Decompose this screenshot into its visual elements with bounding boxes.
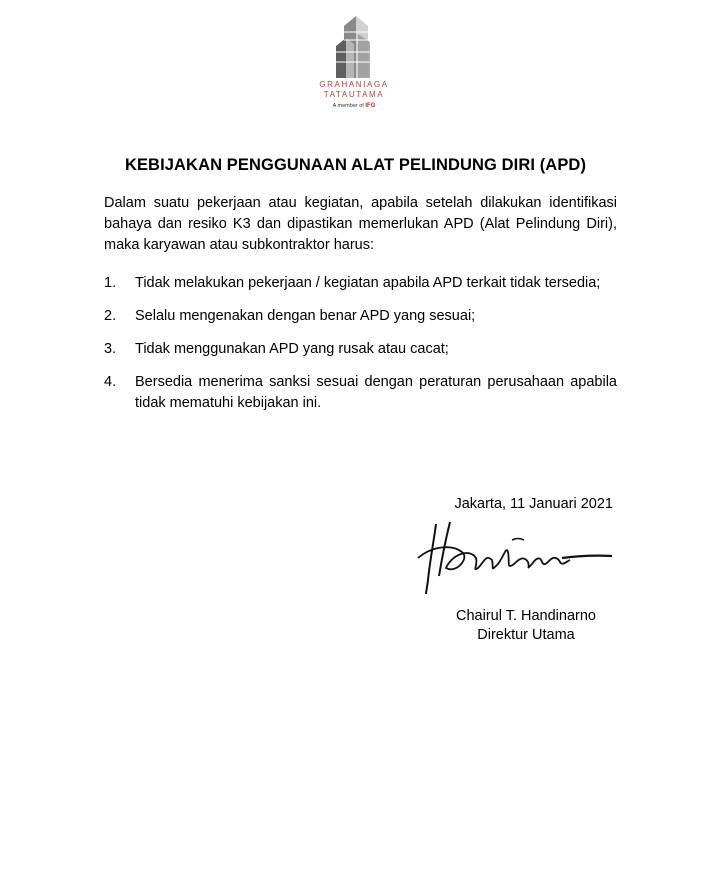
list-item xyxy=(104,306,617,327)
list-item-number: 1. xyxy=(104,275,117,291)
logo-wordmark-line1: GRAHANIAGA xyxy=(319,80,389,89)
list-item-text: Selalu mengenakan dengan benar APD yang sesuai; xyxy=(135,308,476,324)
member-brand: IFG xyxy=(365,103,376,109)
list-item-text: Bersedia menerima sanksi sesuai dengan peraturan perusahaan apabila tidak mematuhi kebijakan ini. xyxy=(135,374,617,411)
company-logo xyxy=(318,12,390,132)
list-item-text: Tidak menggunakan APD yang rusak atau cacat; xyxy=(135,341,449,357)
building-logo-icon xyxy=(332,12,376,80)
document-title: KEBIJAKAN PENGGUNAAN ALAT PELINDUNG DIRI (APD) xyxy=(124,156,587,174)
logo-wordmark-line2: TATAUTAMA xyxy=(323,90,385,99)
intro-paragraph: Dalam suatu pekerjaan atau kegiatan, apabila setelah dilakukan identifikasi bahaya dan resiko K3 dan dipastikan memerlukan APD (Alat Pelindung Diri), maka karyawan atau subkontraktor harus: xyxy=(104,195,617,253)
list-item-number: 4. xyxy=(104,374,117,390)
member-prefix: A member of xyxy=(332,103,364,109)
signer-block xyxy=(420,607,632,645)
list-item-number: 3. xyxy=(104,341,117,357)
signer-name: Chairul T. Handinarno xyxy=(456,608,596,624)
policy-list xyxy=(104,273,617,426)
list-item-number: 2. xyxy=(104,308,117,324)
list-item xyxy=(104,372,617,414)
place-and-date: Jakarta, 11 Januari 2021 xyxy=(454,496,613,512)
list-item-text: Tidak melakukan pekerjaan / kegiatan apabila APD terkait tidak tersedia; xyxy=(135,275,601,291)
handwritten-signature xyxy=(412,518,617,596)
logo-member-tagline xyxy=(318,102,390,110)
list-item xyxy=(104,273,617,294)
list-item xyxy=(104,339,617,360)
signer-position: Direktur Utama xyxy=(477,627,575,643)
